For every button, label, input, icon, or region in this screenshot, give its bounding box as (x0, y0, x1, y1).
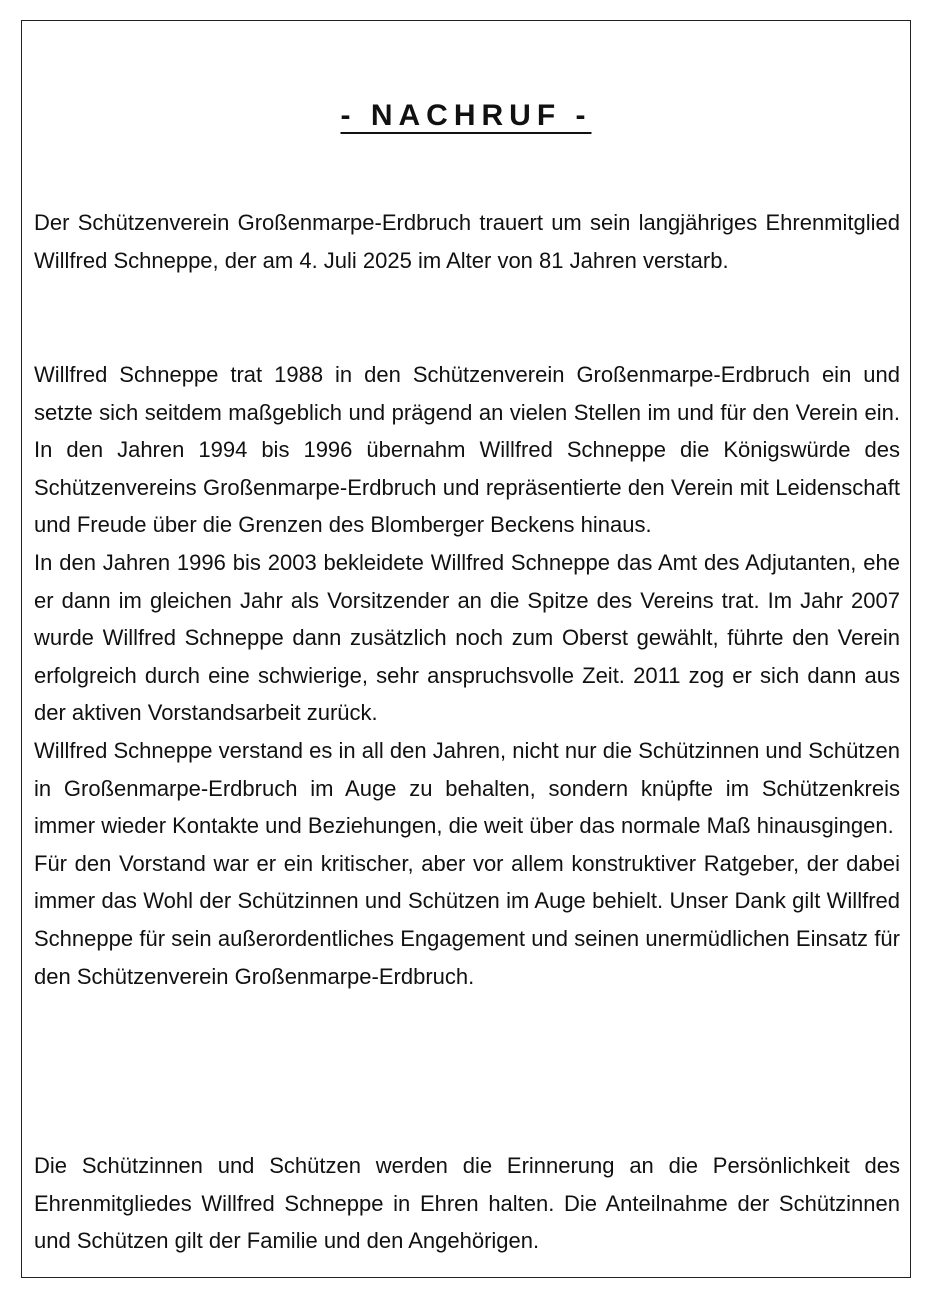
career-paragraph-contacts: Willfred Schneppe verstand es in all den Jahren, nicht nur die Schützinnen und Schützen in Großenmarpe-Erdbruch im Auge zu behalten, sondern knüpfte im Schützenkreis immer wieder Kontakte und Beziehungen, die weit über das normale Maß hinausgingen. (34, 737, 900, 839)
career-paragraph-thanks: Für den Vorstand war er ein kritischer, aber vor allem konstruktiver Ratgeber, der dabei immer das Wohl der Schützinnen und Schützen im Auge behielt. Unser Dank gilt Willfred Schneppe für sein außerordentliches Engagement und seinen unermüdlichen Einsatz für den Schützenverein Großenmarpe-Erdbruch. (34, 850, 900, 989)
career-paragraph-membership: Willfred Schneppe trat 1988 in den Schützenverein Großenmarpe-Erdbruch ein und setzte sich seitdem maßgeblich und prägend an vielen Stellen im und für den Verein ein. In den Jahren 1994 bis 1996 übernahm Willfred Schneppe die Königswürde des Schützenvereins Großenmarpe-Erdbruch und repräsentierte den Verein mit Leidenschaft und Freude über die Grenzen des Blomberger Beckens hinaus. (34, 362, 900, 538)
page-border (21, 20, 911, 1278)
closing-paragraph-block (34, 1147, 900, 1260)
page-title (22, 99, 910, 133)
intro-paragraph: Der Schützenverein Großenmarpe-Erdbruch trauert um sein langjähriges Ehrenmitglied Willfred Schneppe, der am 4. Juli 2025 im Alter von 81 Jahren verstarb. (34, 210, 900, 273)
closing-paragraph: Die Schützinnen und Schützen werden die Erinnerung an die Persönlichkeit des Ehrenmitgliedes Willfred Schneppe in Ehren halten. Die Anteilnahme der Schützinnen und Schützen gilt der Familie und den Angehörigen. (34, 1153, 900, 1254)
career-paragraph-block (34, 356, 900, 995)
intro-paragraph-block (34, 204, 900, 279)
title-text: - NACHRUF - (340, 99, 592, 132)
career-paragraph-adjutant: In den Jahren 1996 bis 2003 bekleidete Willfred Schneppe das Amt des Adjutanten, ehe er dann im gleichen Jahr als Vorsitzender an die Spitze des Vereins trat. Im Jahr 2007 wurde Willfred Schneppe dann zusätzlich noch zum Oberst gewählt, führte den Verein erfolgreich durch eine schwierige, sehr anspruchsvolle Zeit. 2011 zog er sich dann aus der aktiven Vorstandsarbeit zurück. (34, 549, 900, 726)
